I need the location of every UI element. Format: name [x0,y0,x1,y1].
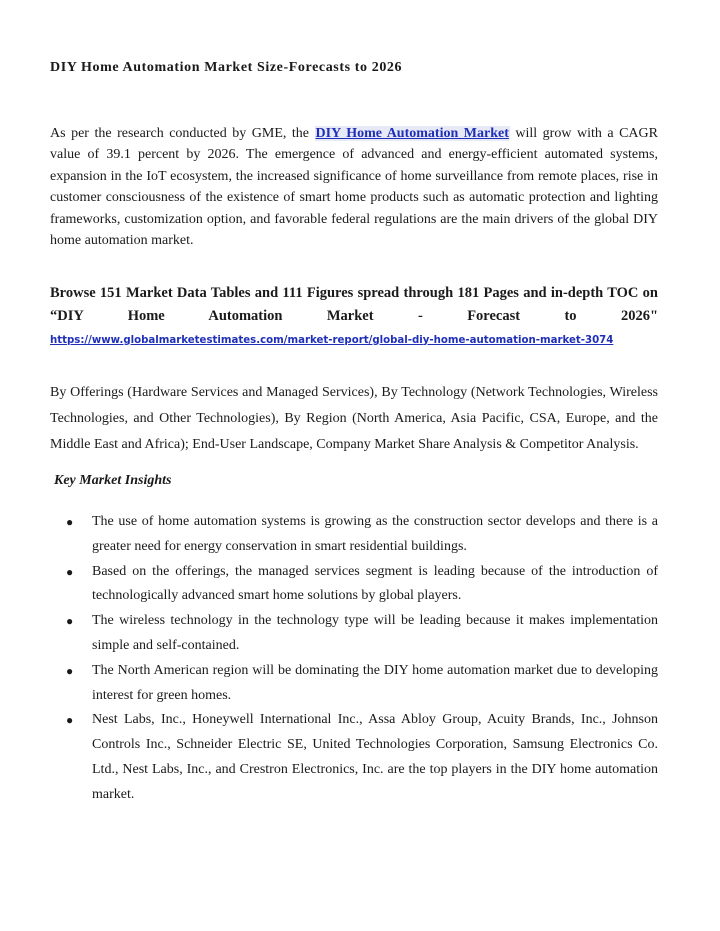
insight-item-2 [66,560,658,610]
browse-paragraph [50,282,658,352]
insight-item-1 [66,510,658,560]
insight-item-3 [66,609,658,659]
insight-item-5 [66,708,658,807]
offerings-paragraph: By Offerings (Hardware Services and Managed Services), By Technology (Network Technologies, Wireless Technologies, and Other Technologies), By Region (North America, Asia Pacific, CSA, Europe, and the Middle East and Africa); End-User Landscape, Company Market Share Analysis & Competitor Analysis. [50,385,658,452]
bullet-icon: ● [66,564,74,579]
document-title: DIY Home Automation Market Size-Forecasts to 2026 [50,60,403,75]
diy-home-automation-market-link[interactable]: DIY Home Automation Market [315,126,509,141]
bullet-icon: ● [66,713,74,728]
insight-text-4: The North American region will be dominating the DIY home automation market due to developing interest for green homes. [92,662,658,703]
insight-text-3: The wireless technology in the technology type will be leading because it makes implementation simple and self-contained. [92,613,658,653]
key-insights-list [66,510,658,808]
browse-text: Browse 151 Market Data Tables and 111 Figures spread through 181 Pages and in-depth TOC on “DIY Home Automation Market - Forecast to 2026" [50,284,658,324]
bullet-icon: ● [66,663,74,678]
insight-item-4 [66,659,658,709]
intro-text-before: As per the research conducted by GME, the [50,126,315,141]
insight-text-5: Nest Labs, Inc., Honeywell International Inc., Assa Abloy Group, Acuity Brands, Inc., Johnson Controls Inc., Schneider Electric SE, United Technologies Corporation, Samsung Electronics Co. Ltd., Nest Labs, Inc., and Crestron Electronics, Inc. are the top players in the DIY home automation market. [92,712,658,802]
intro-paragraph [50,123,658,251]
bullet-icon: ● [66,515,74,529]
report-url-link[interactable]: https://www.globalmarketestimates.com/market-report/global-diy-home-automation-market-3074 [50,334,614,346]
bullet-icon: ● [66,614,74,629]
insight-text-2: Based on the offerings, the managed services segment is leading because of the introduction of technologically advanced smart home solutions by global players. [92,563,658,604]
key-market-insights-heading: Key Market Insights [54,473,172,488]
insight-text-1: The use of home automation systems is growing as the construction sector develops and there is a greater need for energy conservation in smart residential buildings. [92,514,658,554]
intro-text-after: will grow with a CAGR value of 39.1 percent by 2026. The emergence of advanced and energy-efficient automated systems, expansion in the IoT ecosystem, the increased significance of home surveillance from remote places, rise in customer consciousness of the existence of smart home products such as automatic protection and lighting frameworks, customization option, and favorable federal regulations are the main drivers of the global DIY home automation market. [50,126,658,249]
